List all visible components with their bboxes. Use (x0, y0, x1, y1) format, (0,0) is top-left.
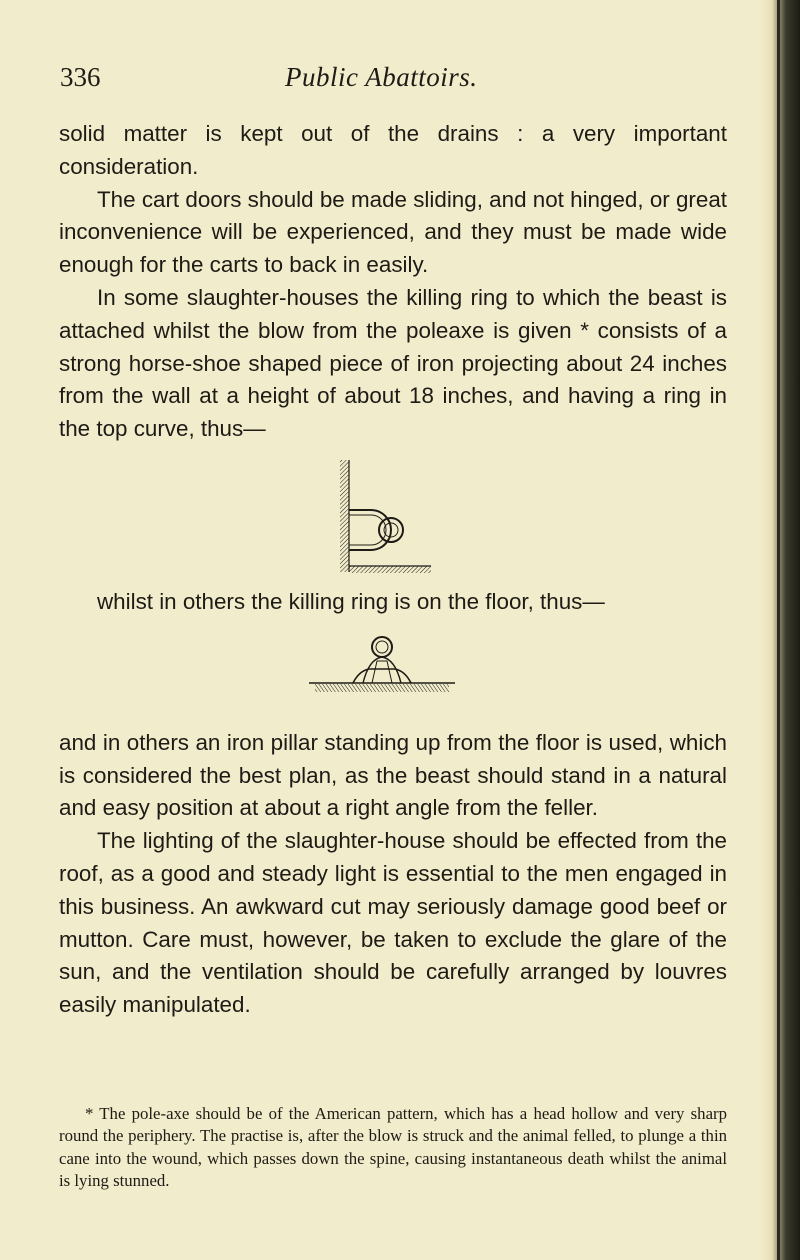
paragraph-6: The lighting of the slaughter-house should be effected from the roof, as a good and steady light is essential to the men engaged in this business. An awkward cut may seriously damage good beef or mutton. Care must, however, be taken to exclude the glare of the sun, and the ventilation should be carefully arranged by louvres easily manipulated. (59, 828, 727, 1018)
running-head: Public Abattoirs. (285, 62, 478, 92)
paragraph-2: The cart doors should be made sliding, and not hinged, or great inconvenience will be experienced, and they must be made wide enough for the carts to back in easily. (59, 186, 727, 278)
page-edge-shadow (760, 0, 800, 1260)
body-text (59, 118, 727, 1022)
wall-ring-illustration (331, 458, 471, 580)
paragraph-4: whilst in others the killing ring is on the floor, thus— (97, 588, 605, 614)
page-number: 336 (60, 62, 101, 92)
footnote (59, 1103, 727, 1193)
floor-ring-figure (59, 619, 727, 727)
paragraph-1: solid matter is kept out of the drains : a very important consideration. (59, 121, 727, 179)
paragraph-5: and in others an iron pillar standing up from the floor is used, which is considered the best plan, as the beast should stand in a natural and easy position at about a right angle from the feller. (59, 729, 727, 821)
wall-ring-figure (59, 446, 727, 586)
footnote-text: * The pole-axe should be of the American pattern, which has a head hollow and very sharp round the periphery. The practise is, after the blow is struck and the animal felled, to plunge a thin cane into the wound, which passes down the spine, causing instantaneous death whilst the animal is lying stunned. (59, 1104, 727, 1191)
page-header (60, 62, 740, 102)
paragraph-3: In some slaughter-houses the killing ring to which the beast is attached whilst the blow from the poleaxe is given * consists of a strong horse-shoe shaped piece of iron projecting about 24 inches from the wall at a height of about 18 inches, and having a ring in the top curve, thus— (59, 284, 727, 442)
floor-ring-illustration (307, 631, 457, 701)
binding-edge (777, 0, 780, 1260)
